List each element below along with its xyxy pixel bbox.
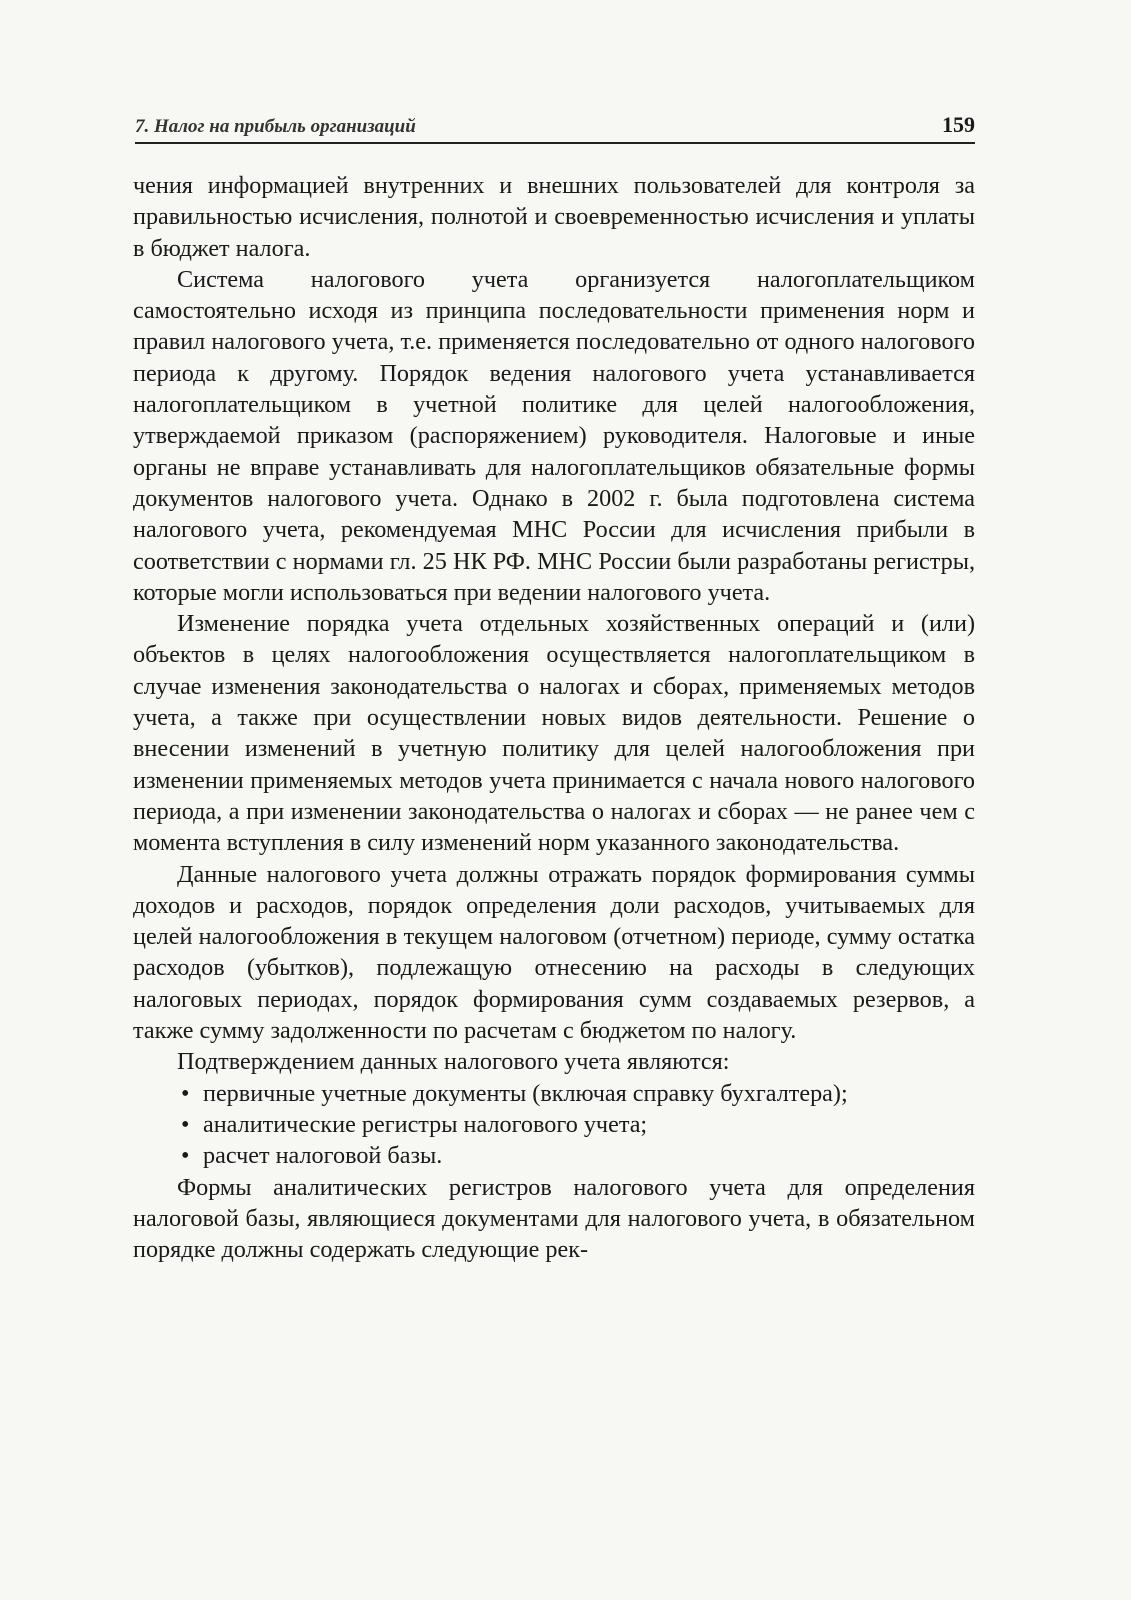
paragraph-6: Формы аналитических регистров налогового учета для определения налоговой базы, являющиеся документами для налогового учета, в обязательном порядке должны содержать следующие рек- [133, 1173, 975, 1264]
paragraph-2: Система налогового учета организуется налогоплательщиком самостоятельно исходя из принципа последовательности применения норм и правил налогового учета, т.е. применяется последовательно от одного налогового периода к другому. Порядок ведения налогового учета устанавливается налогоплательщиком в учетной политике для целей налогообложения, утверждаемой приказом (распоряжением) руководителя. Налоговые и иные органы не вправе устанавливать для налогоплательщиков обязательные формы документов налогового учета. Однако в 2002 г. была подготовлена система налогового учета, рекомендуемая МНС России для исчисления прибыли в соответствии с нормами гл. 25 НК РФ. МНС России были разработаны регистры, которые могли использоваться при ведении налогового учета. [133, 265, 975, 606]
list-item: • аналитические регистры налогового учета; [133, 1109, 975, 1140]
evidence-list [133, 1078, 975, 1172]
paragraph-4: Данные налогового учета должны отражать порядок формирования суммы доходов и расходов, порядок определения доли расходов, учитываемых для целей налогообложения в текущем налоговом (отчетном) периоде, сумму остатка расходов (убытков), подлежащую отнесению на расходы в следующих налоговых периодах, порядок формирования сумм создаваемых резервов, а также сумму задолженности по расчетам с бюджетом по налогу. [133, 860, 975, 1045]
chapter-title: 7. Налог на прибыль организаций [135, 116, 416, 137]
bullet-icon: • [181, 1079, 190, 1107]
list-item: • расчет налоговой базы. [133, 1140, 975, 1171]
bullet-icon: • [181, 1142, 190, 1170]
paragraph-1: чения информацией внутренних и внешних пользователей для контроля за правильностью исчисления, полнотой и своевременностью исчисления и уплаты в бюджет налога. [133, 172, 975, 262]
running-header [135, 110, 975, 144]
page-body [133, 170, 975, 1265]
paragraph-5: Подтверждением данных налогового учета являются: [177, 1048, 730, 1076]
list-item: • первичные учетные документы (включая справку бухгалтера); [133, 1078, 975, 1109]
page-number: 159 [942, 112, 975, 137]
bullet-icon: • [181, 1110, 190, 1138]
paragraph-3: Изменение порядка учета отдельных хозяйственных операций и (или) объектов в целях налогообложения осуществляется налогоплательщиком в случае изменения законодательства о налогах и сборах, применяемых методов учета, а также при осуществлении новых видов деятельности. Решение о внесении изменений в учетную политику для целей налогообложения при изменении применяемых методов учета принимается с начала нового налогового периода, а при изменении законодательства о налогах и сборах — не ранее чем с момента вступления в силу изменений норм указанного законодательства. [133, 610, 975, 857]
